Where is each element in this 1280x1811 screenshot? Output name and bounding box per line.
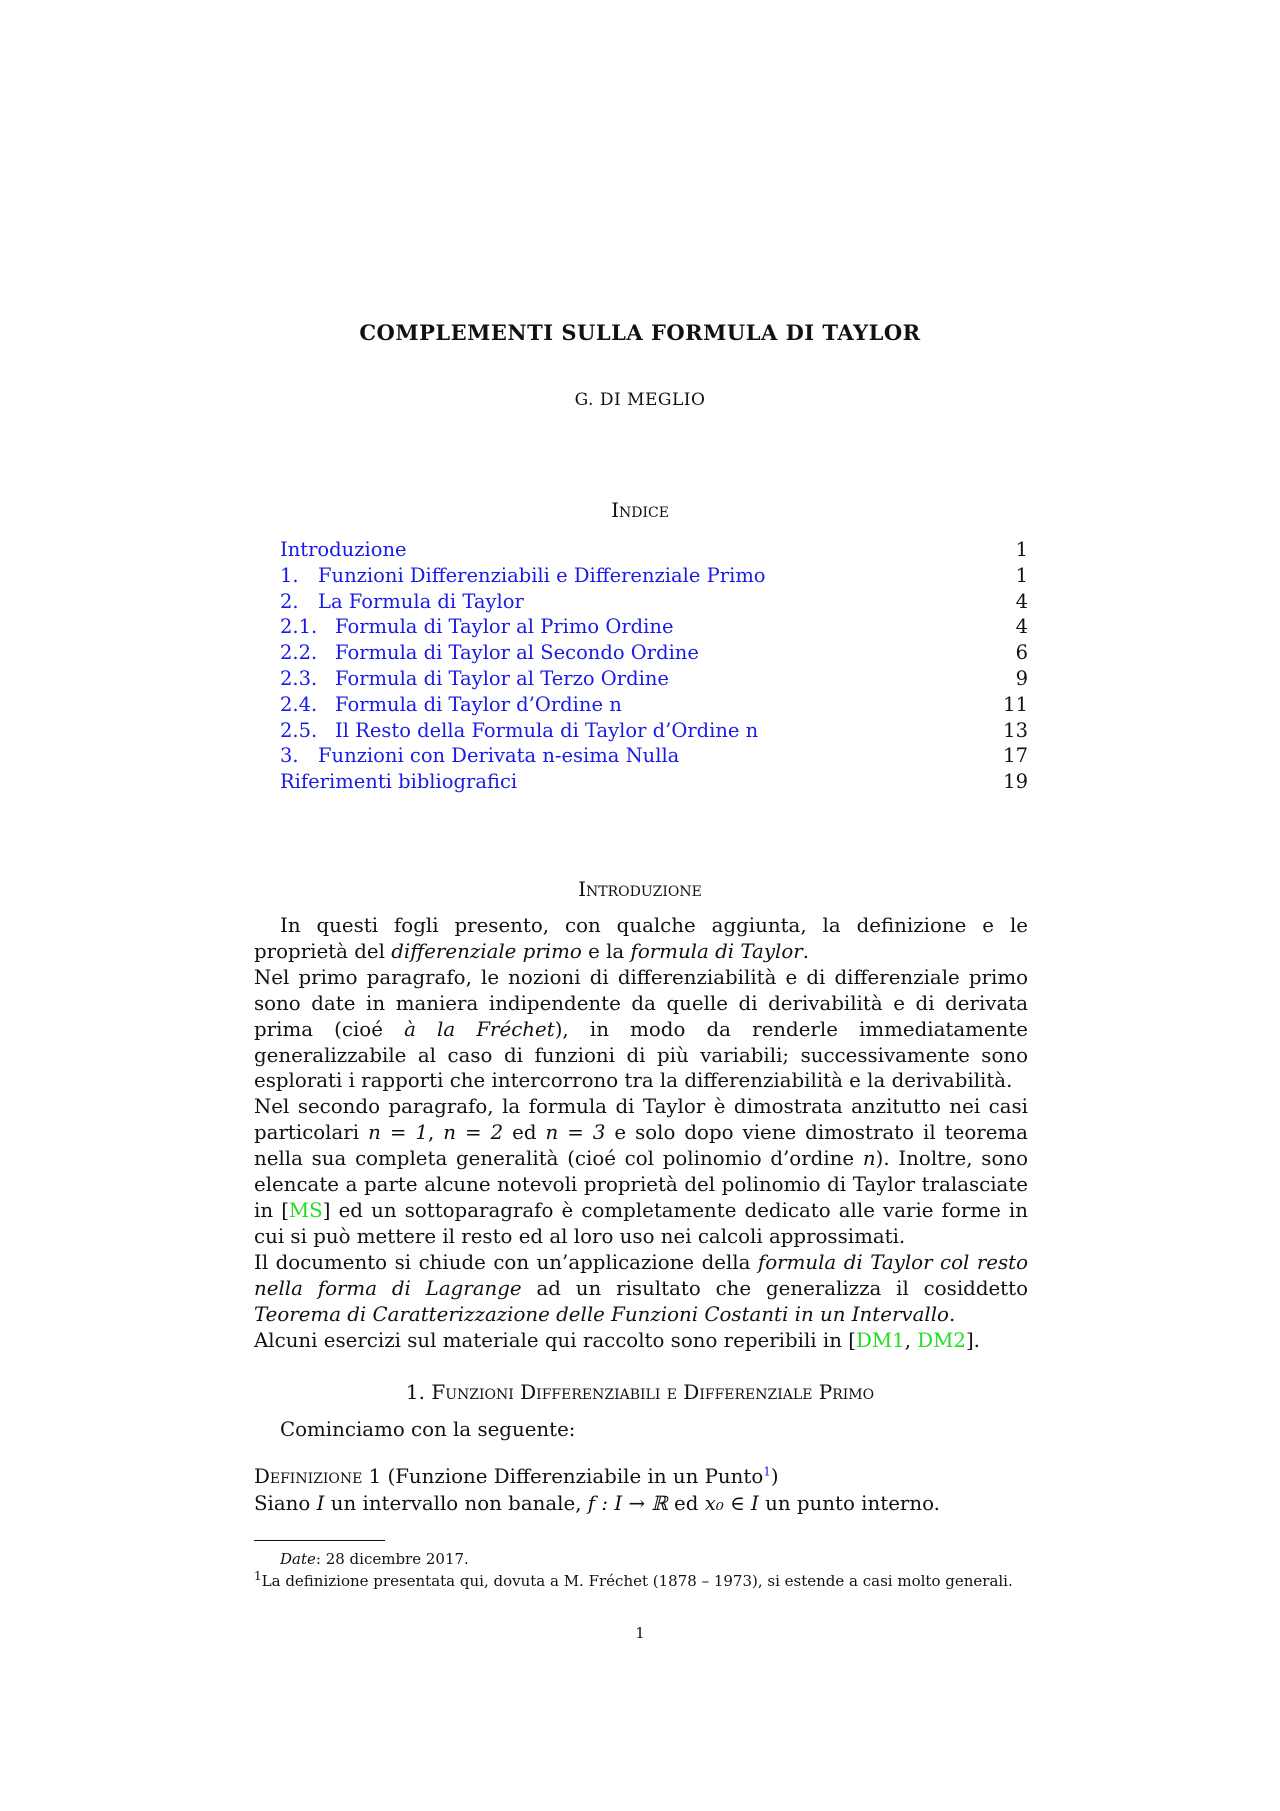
toc-page: 4 bbox=[1015, 589, 1028, 613]
text: Siano bbox=[254, 1492, 317, 1515]
text: ] ed un sottoparagrafo è completamente dedicato alle varie forme in cui si può mettere il resto ed al loro uso nei calcoli approssimati. bbox=[254, 1198, 1028, 1248]
toc-entry[interactable] bbox=[280, 640, 1028, 666]
date-label: Date bbox=[280, 1550, 316, 1568]
toc-entry[interactable] bbox=[280, 589, 1028, 615]
definition-title: (Funzione Differenziabile in un Punto bbox=[381, 1465, 764, 1488]
text: e la bbox=[581, 939, 631, 963]
text: . bbox=[802, 939, 809, 963]
toc-label: Formula di Taylor al Terzo Ordine bbox=[335, 666, 669, 690]
definition-label: Definizione 1 bbox=[254, 1465, 382, 1488]
math: f : I → ℝ bbox=[587, 1492, 668, 1515]
toc-entry[interactable] bbox=[280, 666, 1028, 692]
toc-page: 17 bbox=[1003, 744, 1028, 768]
toc-link[interactable] bbox=[280, 692, 622, 718]
toc-page: 19 bbox=[1003, 770, 1028, 794]
text: ) bbox=[770, 1465, 779, 1488]
text: ). Inoltre, sono elencate a parte alcune notevoli proprietà del polinomio di Taylor tralasciate in [ bbox=[254, 1147, 1029, 1222]
emphasis: formula di Taylor col resto nella forma di Lagrange bbox=[254, 1250, 1029, 1300]
text: Nel secondo paragrafo, la formula di Taylor è dimostrata anzitutto nei casi particolari bbox=[254, 1095, 1028, 1145]
toc-label: Introduzione bbox=[280, 538, 407, 561]
text: , bbox=[904, 1328, 918, 1352]
toc-entry[interactable] bbox=[280, 769, 1028, 795]
definition-header bbox=[254, 1465, 779, 1488]
toc-label: La Formula di Taylor bbox=[318, 589, 524, 613]
text: un punto interno. bbox=[758, 1492, 940, 1515]
introduction-body bbox=[254, 913, 1028, 1353]
toc-label: Funzioni Differenziabili e Differenziale Primo bbox=[318, 563, 766, 587]
toc-entry[interactable] bbox=[280, 743, 1028, 769]
toc-page: 13 bbox=[1003, 718, 1028, 742]
paragraph bbox=[254, 1328, 1028, 1354]
math: x₀ ∈ I bbox=[704, 1492, 759, 1515]
toc-entry[interactable] bbox=[280, 563, 1028, 589]
footnote bbox=[254, 1570, 1028, 1592]
toc-label: Formula di Taylor al Primo Ordine bbox=[335, 615, 674, 639]
introduction-heading: Introduzione bbox=[578, 877, 702, 901]
toc-page: 9 bbox=[1015, 666, 1028, 690]
toc-number: 3. bbox=[280, 744, 299, 768]
text: Nel primo paragrafo, le nozioni di differenziabilità e di differenziale primo sono date in maniera indipendente da quelle di derivabilità e di derivata prima (cioé bbox=[254, 965, 1028, 1041]
toc-page: 4 bbox=[1015, 615, 1028, 639]
footnotes bbox=[254, 1548, 1028, 1592]
toc-link[interactable] bbox=[280, 640, 699, 666]
paper-title: COMPLEMENTI SULLA FORMULA DI TAYLOR bbox=[359, 320, 921, 345]
text: . bbox=[948, 1302, 956, 1326]
text: In questi fogli presento, con qualche aggiunta, la definizione e le proprietà del bbox=[254, 914, 1028, 963]
emphasis: formula di Taylor bbox=[630, 939, 803, 963]
emphasis: Teorema di Caratterizzazione delle Funzioni Costanti in un Intervallo bbox=[254, 1302, 949, 1326]
toc-page: 1 bbox=[1015, 563, 1028, 587]
page-number: 1 bbox=[635, 1624, 645, 1642]
toc-link[interactable] bbox=[280, 769, 517, 795]
math: n = 2 bbox=[443, 1121, 504, 1145]
toc-label: Formula di Taylor d’Ordine n bbox=[335, 692, 622, 716]
author: G. DI MEGLIO bbox=[574, 390, 706, 410]
text: ), in modo da renderle immediatamente generalizzabile al caso di funzioni di più variabili; successivamente sono esplorati i rapporti che intercorrono tra la differenziabilità e la derivabilità. bbox=[254, 1017, 1029, 1093]
toc-link[interactable] bbox=[280, 743, 679, 769]
footnote-ref[interactable]: 1 bbox=[763, 1464, 771, 1479]
toc-page: 1 bbox=[1015, 538, 1028, 561]
toc-page: 6 bbox=[1015, 641, 1028, 665]
citation-link[interactable]: MS bbox=[288, 1198, 323, 1222]
text: un intervallo non banale, bbox=[324, 1492, 588, 1515]
toc-number: 2.4. bbox=[280, 692, 318, 716]
paragraph bbox=[254, 965, 1028, 1095]
date-note bbox=[254, 1548, 1028, 1570]
section-lead: Cominciamo con la seguente: bbox=[280, 1418, 576, 1441]
text: e solo dopo viene dimostrato il teorema nella sua completa generalità (cioé col polinomio d’ordine bbox=[254, 1121, 1028, 1171]
text: Alcuni esercizi sul materiale qui raccolto sono reperibili in [ bbox=[254, 1328, 856, 1352]
date-value: : 28 dicembre 2017. bbox=[315, 1550, 469, 1568]
section-title: 1. Funzioni Differenziabili e Differenziale Primo bbox=[405, 1380, 875, 1404]
paragraph bbox=[254, 913, 1028, 965]
math: n = 3 bbox=[545, 1121, 606, 1145]
math: I bbox=[316, 1492, 325, 1515]
toc-page: 11 bbox=[1003, 692, 1028, 716]
emphasis: à la Fréchet bbox=[404, 1017, 555, 1041]
toc-number: 2.3. bbox=[280, 666, 318, 690]
toc-link[interactable] bbox=[280, 537, 407, 563]
definition-body bbox=[254, 1492, 940, 1515]
toc-label: Formula di Taylor al Secondo Ordine bbox=[335, 641, 699, 665]
toc-link[interactable] bbox=[280, 589, 524, 615]
text: ad un risultato che generalizza il cosiddetto bbox=[521, 1276, 1028, 1300]
text: ed bbox=[503, 1121, 546, 1145]
toc-label: Il Resto della Formula di Taylor d’Ordine n bbox=[335, 718, 759, 742]
paragraph bbox=[254, 1250, 1028, 1328]
toc-label: Riferimenti bibliografici bbox=[280, 770, 518, 794]
toc-heading: Indice bbox=[611, 498, 669, 522]
toc-number: 1. bbox=[280, 563, 299, 587]
math: n bbox=[862, 1147, 876, 1171]
math: n = 1 bbox=[368, 1121, 428, 1145]
toc-link[interactable] bbox=[280, 666, 669, 692]
citation-link[interactable]: DM2 bbox=[917, 1328, 966, 1352]
emphasis: differenziale primo bbox=[391, 939, 582, 963]
footnote-rule bbox=[254, 1540, 385, 1541]
toc-number: 2.2. bbox=[280, 641, 318, 665]
toc-link[interactable] bbox=[280, 563, 766, 589]
table-of-contents bbox=[280, 537, 1028, 795]
footnote-text: La definizione presentata qui, dovuta a M. Fréchet (1878 – 1973), si estende a casi molto generali. bbox=[261, 1572, 1013, 1590]
toc-label: Funzioni con Derivata n-esima Nulla bbox=[318, 744, 680, 768]
toc-entry[interactable] bbox=[280, 537, 1028, 563]
text: , bbox=[427, 1121, 444, 1145]
toc-entry[interactable] bbox=[280, 614, 1028, 640]
citation-link[interactable]: DM1 bbox=[855, 1328, 905, 1352]
footnote-mark: 1 bbox=[254, 1569, 262, 1583]
toc-entry[interactable] bbox=[280, 692, 1028, 718]
text: ]. bbox=[965, 1328, 980, 1352]
paragraph bbox=[254, 1094, 1028, 1249]
text: Il documento si chiude con un’applicazione della bbox=[254, 1250, 758, 1274]
toc-link[interactable] bbox=[280, 718, 758, 744]
toc-number: 2. bbox=[280, 589, 299, 613]
text: ed bbox=[667, 1492, 705, 1515]
toc-link[interactable] bbox=[280, 614, 673, 640]
toc-number: 2.5. bbox=[280, 718, 318, 742]
section-heading bbox=[0, 1380, 1280, 1404]
toc-entry[interactable] bbox=[280, 718, 1028, 744]
toc-number: 2.1. bbox=[280, 615, 318, 639]
